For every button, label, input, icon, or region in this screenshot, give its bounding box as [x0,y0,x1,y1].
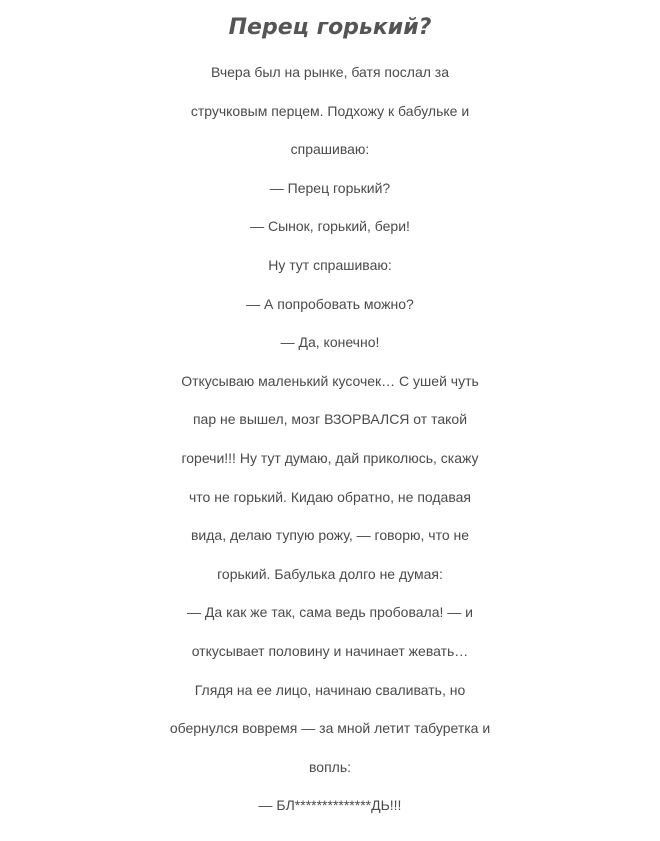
post-title: Перец горький? [228,15,432,40]
text-line: горький. Бабулька долго не думая: [217,565,443,582]
text-line: пар не вышел, мозг ВЗОРВАЛСЯ от такой [192,411,468,428]
text-line: стручковым перцем. Подхожу к бабульке и [190,102,470,119]
text-line: откусывает половину и начинает жевать… [191,642,469,659]
post-body [0,53,660,825]
text-line: — Да, конечно! [280,334,380,351]
text-line: Глядя на ее лицо, начинаю сваливать, но [194,681,466,698]
text-line: Вчера был на рынке, батя послал за [210,64,450,80]
text-line: Ну тут спрашиваю: [268,256,392,273]
text-line: — Перец горький? [269,179,391,196]
text-line: — А попробовать можно? [246,295,414,312]
text-line: Откусываю маленький кусочек… С ушей чуть [181,372,479,389]
text-line: спрашиваю: [290,141,370,158]
text-line: — БЛ**************ДЬ!!! [258,797,402,814]
text-line: вопль: [309,758,351,775]
text-line: горечи!!! Ну тут думаю, дай приколюсь, скажу [181,449,479,466]
text-line: что не горький. Кидаю обратно, не подавая [188,488,471,505]
text-line: — Сынок, горький, бери! [250,218,410,235]
text-line: обернулся вовремя — за мной летит табуретка и [169,720,491,737]
text-line: — Да как же так, сама ведь пробовала! — и [187,604,473,621]
text-line: вида, делаю тупую рожу, — говорю, что не [190,527,470,544]
